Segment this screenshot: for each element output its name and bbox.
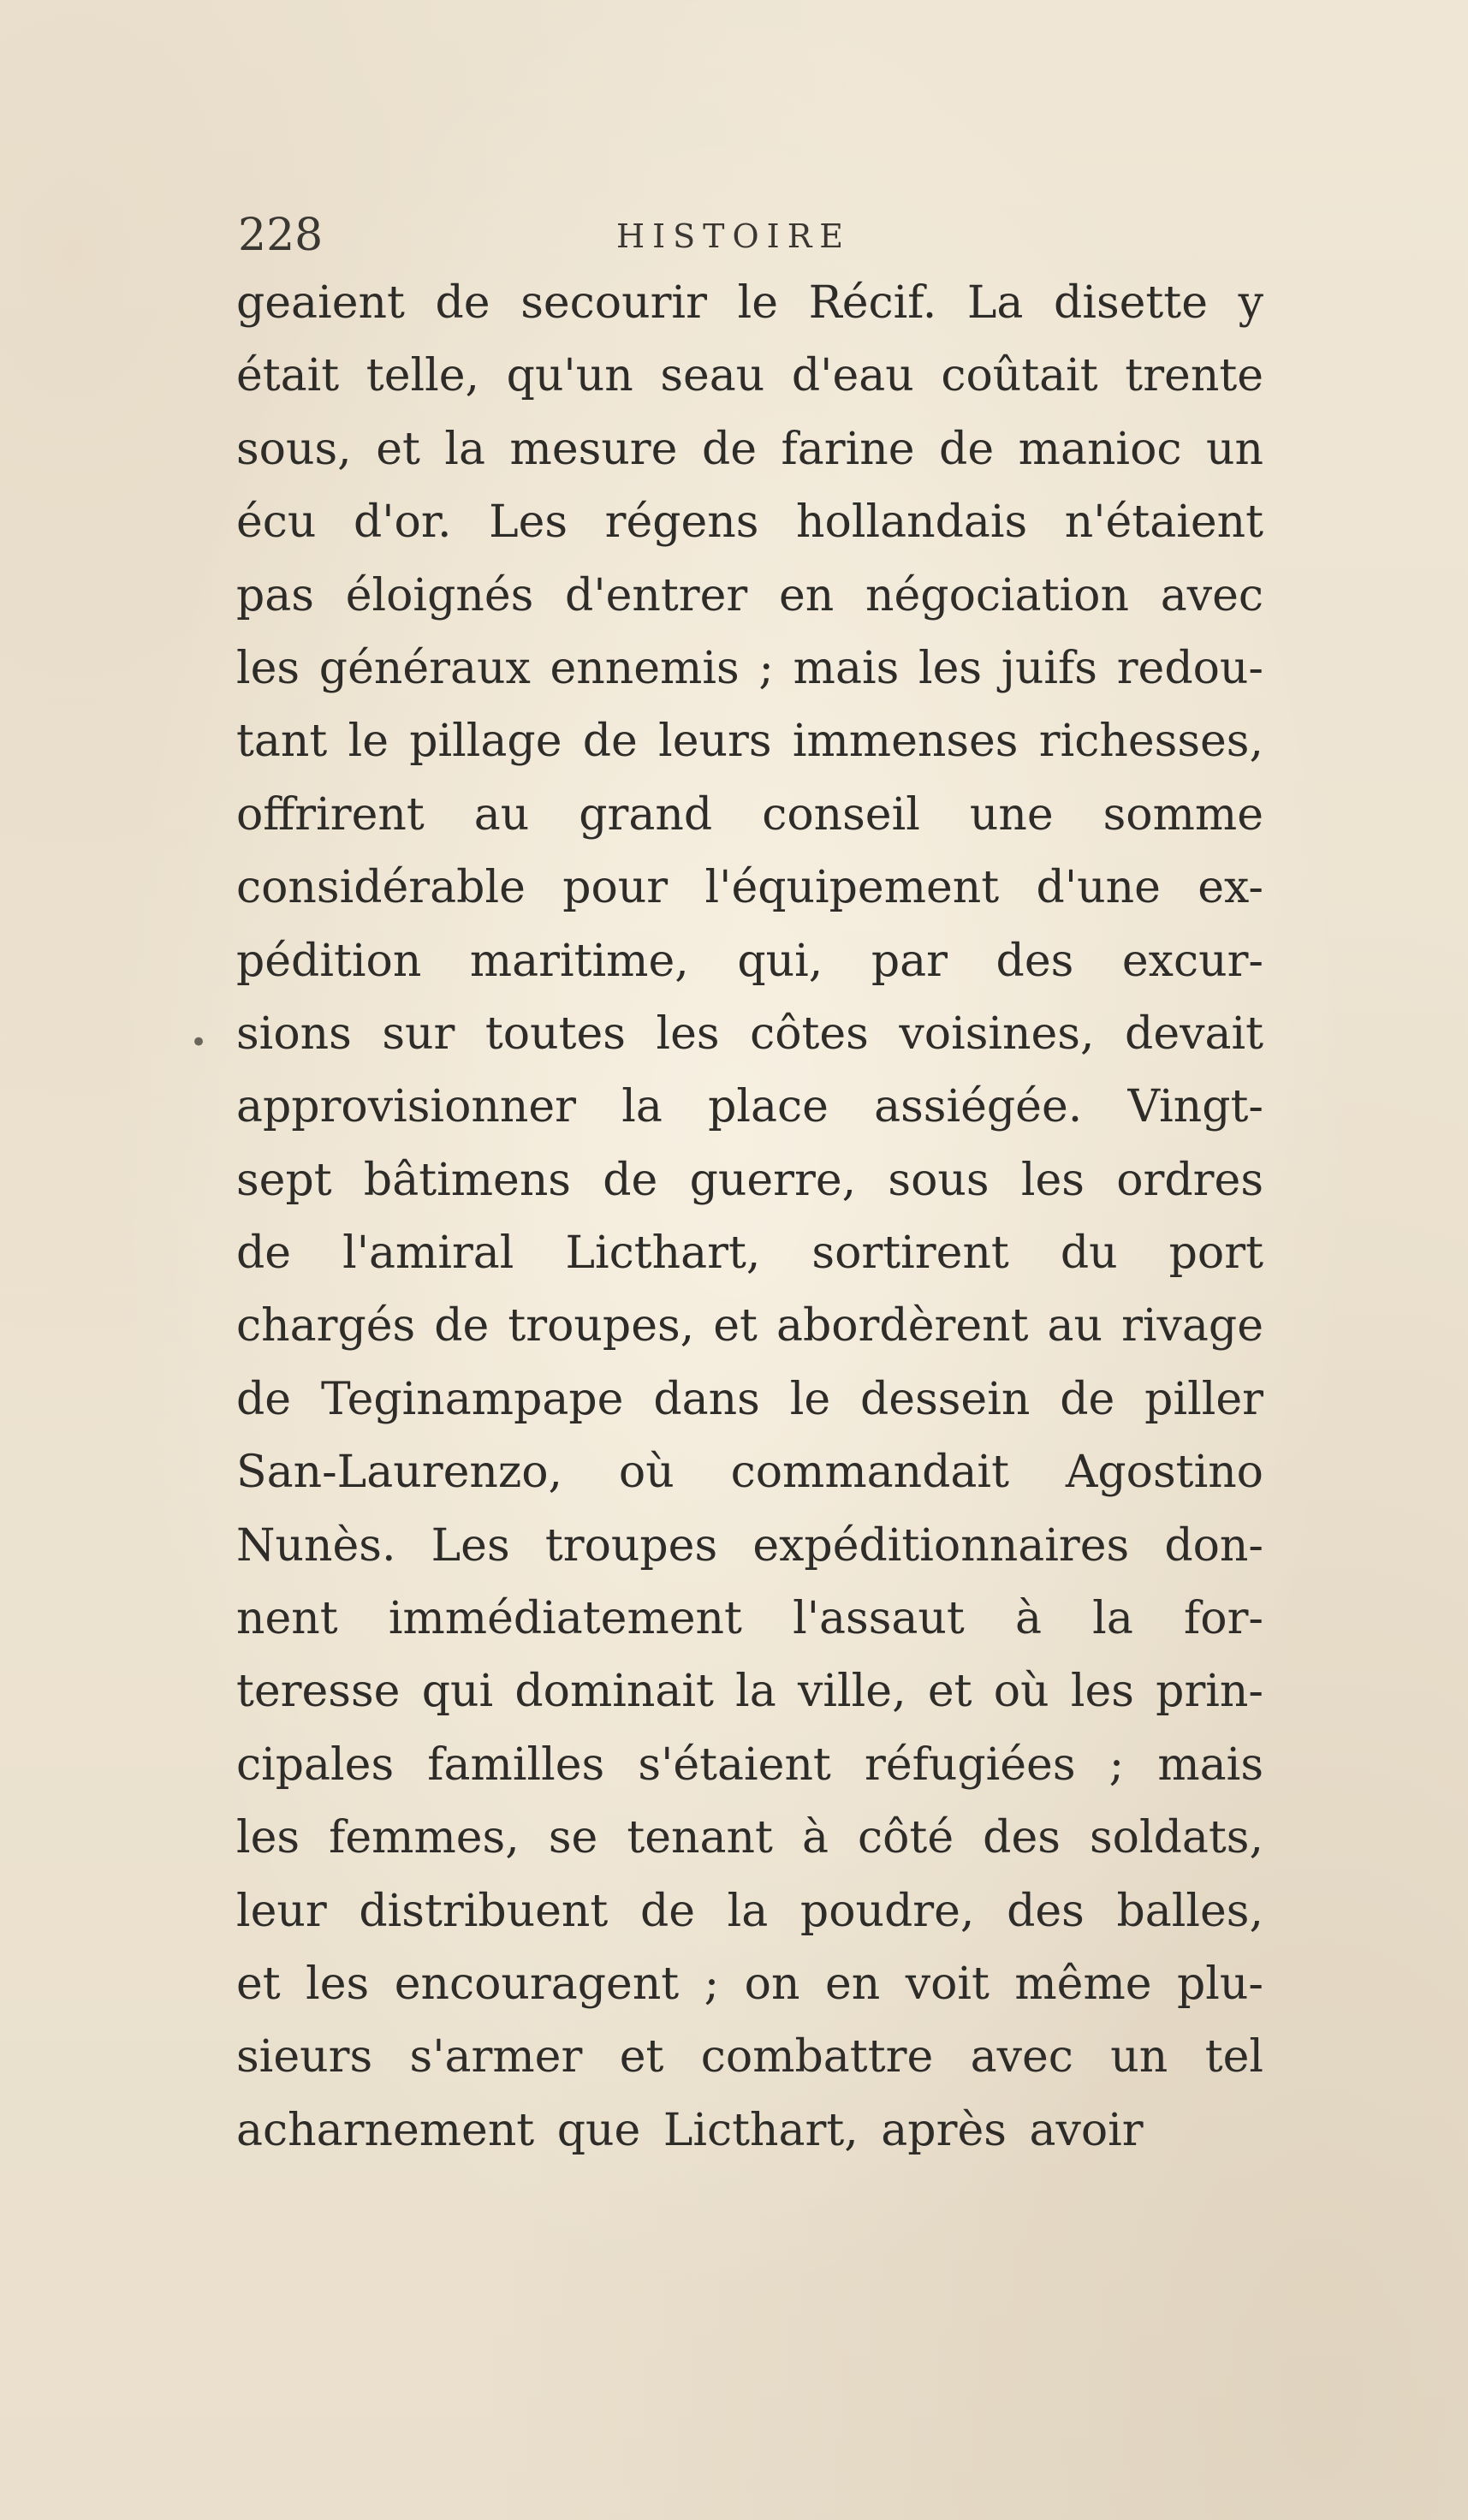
text-line: acharnement que Licthart, après avoir	[236, 2104, 1144, 2156]
margin-mark: •	[190, 1025, 208, 1060]
text-line: les généraux ennemis ; mais les juifs redou-	[236, 642, 1263, 694]
text-line: tant le pillage de leurs immenses richesses,	[236, 716, 1263, 768]
text-line: offrirent au grand conseil une somme	[236, 788, 1263, 841]
running-head: HISTOIRE	[616, 217, 852, 255]
text-line: de Teginampape dans le dessein de piller	[236, 1373, 1263, 1425]
text-line: écu d'or. Les régens hollandais n'étaient	[236, 496, 1263, 549]
text-line: leur distribuent de la poudre, des balles,	[236, 1885, 1263, 1937]
page-header	[238, 205, 1265, 265]
text-line: approvisionner la place assiégée. Vingt-	[236, 1081, 1263, 1133]
text-line: pédition maritime, qui, par des excur-	[236, 935, 1263, 987]
text-line: considérable pour l'équipement d'une ex-	[236, 862, 1263, 914]
text-line: sions sur toutes les côtes voisines, devait	[236, 1007, 1263, 1060]
text-line: chargés de troupes, et abordèrent au rivage	[236, 1300, 1263, 1352]
text-line: geaient de secourir le Récif. La disette y	[236, 277, 1263, 329]
text-line: de l'amiral Licthart, sortirent du port	[236, 1227, 1263, 1280]
text-line: Nunès. Les troupes expéditionnaires don-	[236, 1519, 1263, 1572]
text-line: teresse qui dominait la ville, et où les prin-	[236, 1666, 1263, 1718]
text-line: cipales familles s'étaient réfugiées ; mais	[236, 1738, 1263, 1791]
text-line: sous, et la mesure de farine de manioc un	[236, 423, 1263, 475]
page-number: 228	[238, 210, 324, 261]
body-text	[236, 267, 1263, 2167]
text-line: pas éloignés d'entrer en négociation avec	[236, 569, 1263, 621]
text-line: nent immédiatement l'assaut à la for-	[236, 1593, 1263, 1645]
text-line: et les encouragent ; on en voit même plu-	[236, 1958, 1263, 2010]
text-line: sieurs s'armer et combattre avec un tel	[236, 2031, 1263, 2083]
text-line: San-Laurenzo, où commandait Agostino	[236, 1447, 1263, 1499]
text-line: sept bâtimens de guerre, sous les ordres	[236, 1154, 1263, 1206]
text-line: les femmes, se tenant à côté des soldats,	[236, 1812, 1263, 1864]
text-line: était telle, qu'un seau d'eau coûtait trente	[236, 350, 1263, 402]
